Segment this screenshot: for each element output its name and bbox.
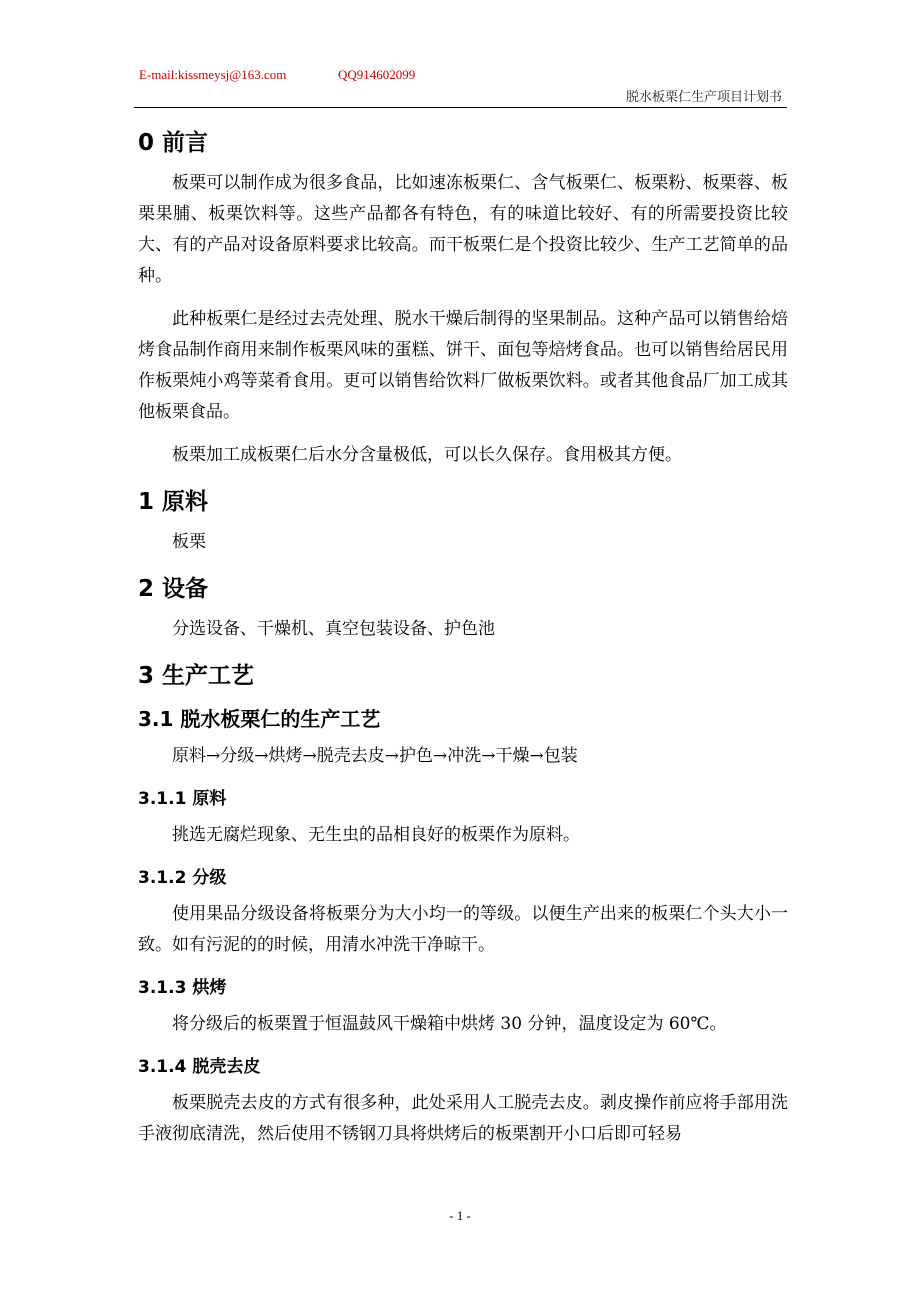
header-qq: QQ914602099 (338, 67, 416, 82)
paragraph-s0-2: 此种板栗仁是经过去壳处理、脱水干燥后制得的坚果制品。这种产品可以销售给焙烤食品制作商用来制作板栗风味的蛋糕、饼干、面包等焙烤食品。也可以销售给居民用作板栗炖小鸡等菜肴食用。更可以销售给饮料厂做板栗饮料。或者其他食品厂加工成其他板栗食品。 (138, 309, 788, 422)
heading-s3-1-3: 3.1.3 烘烤 (138, 978, 227, 998)
paragraph-s3-1-4: 板栗脱壳去皮的方式有很多种，此处采用人工脱壳去皮。剥皮操作前应将手部用洗手液彻底清洗，然后使用不锈钢刀具将烘烤后的板栗割开小口后即可轻易 (138, 1093, 788, 1144)
header-doc-title: 脱水板栗仁生产项目计划书 (625, 90, 782, 105)
heading-s3: 3 生产工艺 (138, 663, 255, 689)
document-body (138, 114, 788, 1162)
heading-s3-1-1: 3.1.1 原料 (138, 789, 227, 809)
heading-s0: 0 前言 (138, 130, 209, 156)
paragraph-s3-1-2: 使用果品分级设备将板栗分为大小均一的等级。以便生产出来的板栗仁个头大小一致。如有污泥的的时候，用清水冲洗干净晾干。 (138, 904, 788, 955)
paragraph-s0-3: 板栗加工成板栗仁后水分含量极低，可以长久保存。食用极其方便。 (172, 445, 682, 465)
paragraph-s2-1: 分选设备、干燥机、真空包装设备、护色池 (172, 619, 495, 639)
heading-s3-1-2: 3.1.2 分级 (138, 868, 227, 888)
page-number: - 1 - (449, 1208, 471, 1223)
header-email: E-mail:kissmeysj@163.com (139, 67, 287, 82)
paragraph-s3-1-1: 挑选无腐烂现象、无生虫的品相良好的板栗作为原料。 (172, 825, 580, 845)
heading-s2: 2 设备 (138, 576, 209, 602)
header-divider (134, 107, 787, 108)
heading-s3-1: 3.1 脱水板栗仁的生产工艺 (138, 707, 381, 731)
paragraph-s0-1: 板栗可以制作成为很多食品，比如速冻板栗仁、含气板栗仁、板栗粉、板栗蓉、板栗果脯、板栗饮料等。这些产品都各有特色，有的味道比较好、有的所需要投资比较大、有的产品对设备原料要求比较高。而干板栗仁是个投资比较少、生产工艺简单的品种。 (138, 173, 788, 286)
heading-s3-1-4: 3.1.4 脱壳去皮 (138, 1057, 261, 1077)
heading-s1: 1 原料 (138, 489, 209, 515)
paragraph-s3-1-3: 将分级后的板栗置于恒温鼓风干燥箱中烘烤 30 分钟，温度设定为 60℃。 (172, 1014, 727, 1034)
paragraph-s1-1: 板栗 (172, 532, 206, 552)
process-flow: 原料→分级→烘烤→脱壳去皮→护色→冲洗→干燥→包装 (172, 746, 578, 766)
